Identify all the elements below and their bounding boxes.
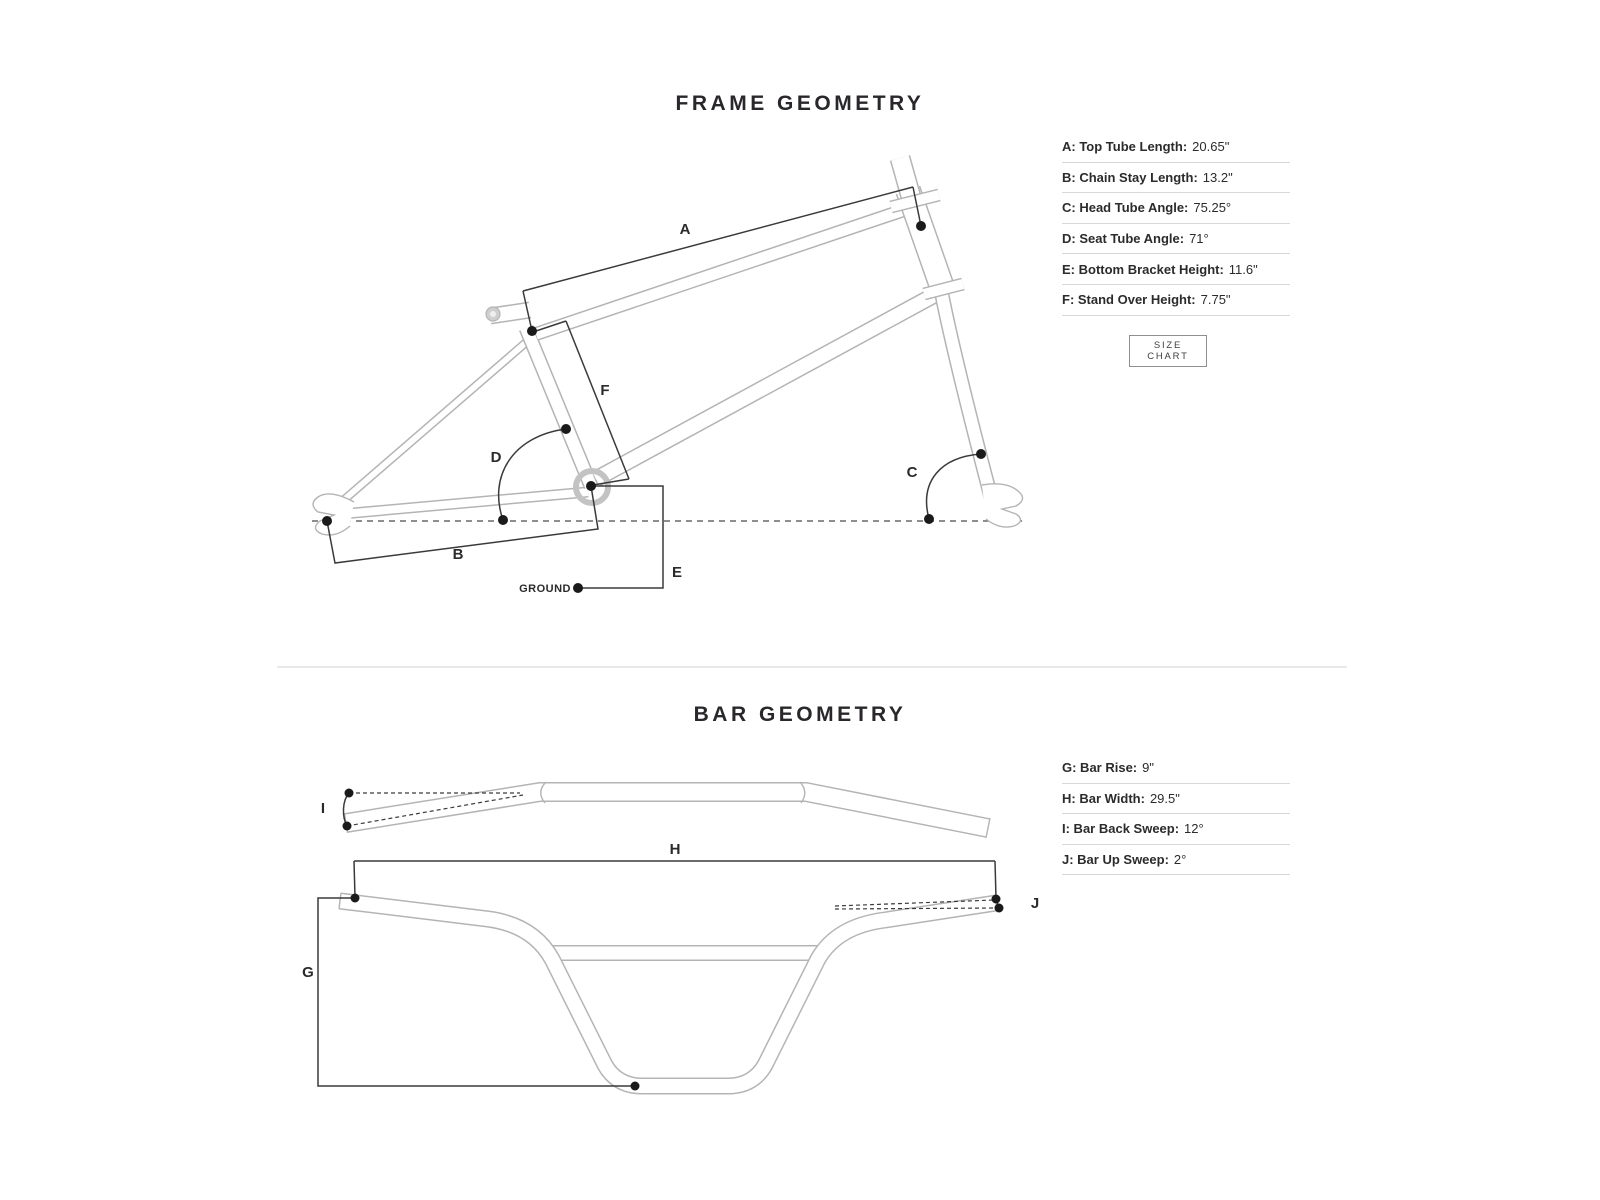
frame-label-b: B (452, 546, 464, 563)
spec-value: 13.2" (1202, 169, 1233, 185)
spec-label: C: Head Tube Angle: (1062, 200, 1189, 216)
frame-spec-list (1062, 132, 1290, 316)
spec-value: 71° (1189, 231, 1209, 247)
spec-row-bar-rise (1062, 753, 1290, 784)
spec-label: J: Bar Up Sweep: (1062, 852, 1169, 868)
spec-row-top-tube-length (1062, 132, 1290, 163)
bar-label-h: H (669, 841, 681, 858)
frame-label-f: F (600, 382, 610, 399)
spec-value: 2° (1173, 852, 1187, 868)
bar-spec-list (1062, 753, 1290, 875)
bar-top-view (344, 782, 990, 838)
chain-stay (342, 492, 588, 514)
spec-value: 12° (1184, 821, 1204, 837)
bar-label-g: G (302, 964, 314, 981)
spec-value: 29.5" (1149, 790, 1180, 806)
size-chart-button[interactable]: SIZE CHART (1129, 335, 1207, 367)
spec-label: E: Bottom Bracket Height: (1062, 261, 1224, 277)
section-divider (277, 666, 1347, 668)
seat-clamp-bolt (486, 307, 500, 321)
bar-label-j: J (1030, 895, 1040, 912)
spec-label: I: Bar Back Sweep: (1062, 821, 1180, 837)
spec-value: 9" (1142, 760, 1154, 776)
dim-c-arc (927, 454, 981, 519)
dimension-lines (327, 187, 981, 588)
steerer-tube (900, 158, 911, 197)
frame-label-a: A (679, 221, 691, 238)
dim-a-line (523, 187, 921, 331)
spec-row-bar-up-sweep (1062, 845, 1290, 876)
spec-label: D: Seat Tube Angle: (1062, 231, 1185, 247)
top-tube (536, 206, 916, 334)
spec-label: B: Chain Stay Length: (1062, 169, 1198, 185)
seat-tube (526, 328, 591, 486)
dim-h (354, 861, 996, 898)
spec-row-bar-width (1062, 784, 1290, 815)
spec-label: G: Bar Rise: (1062, 760, 1138, 776)
bar-label-i: I (320, 800, 326, 817)
rear-dropout (313, 494, 354, 535)
spec-row-head-tube-angle (1062, 193, 1290, 224)
spec-row-bottom-bracket-height (1062, 254, 1290, 285)
bar-geometry-diagram (290, 740, 1050, 1110)
spec-label: A: Top Tube Length: (1062, 139, 1188, 155)
fork-blade (942, 295, 992, 501)
spec-row-seat-tube-angle (1062, 224, 1290, 255)
bar-section-title: BAR GEOMETRY (693, 703, 907, 726)
frame-geometry-diagram (290, 85, 1030, 605)
spec-row-bar-back-sweep (1062, 814, 1290, 845)
spec-value: 75.25° (1193, 200, 1232, 216)
ground-label: GROUND (519, 583, 571, 595)
spec-row-chain-stay-length (1062, 163, 1290, 194)
down-tube (596, 292, 940, 479)
spec-row-stand-over-height (1062, 285, 1290, 316)
frame-label-e: E (672, 564, 683, 581)
frame-label-c: C (906, 464, 918, 481)
seat-stay (338, 339, 530, 505)
spec-value: 20.65" (1192, 139, 1230, 155)
frame-label-d: D (490, 449, 502, 466)
dim-g (318, 898, 635, 1086)
dim-d-arc (499, 429, 566, 520)
measure-dots (322, 221, 986, 593)
spec-label: F: Stand Over Height: (1062, 292, 1196, 308)
spec-value: 11.6" (1228, 261, 1258, 277)
spec-value: 7.75" (1200, 292, 1231, 308)
bar-front-view (339, 893, 997, 1086)
spec-label: H: Bar Width: (1062, 790, 1145, 806)
front-dropout (982, 484, 1023, 527)
bar-measure-dots (343, 789, 1004, 1091)
frame-section-title: FRAME GEOMETRY (675, 92, 925, 115)
